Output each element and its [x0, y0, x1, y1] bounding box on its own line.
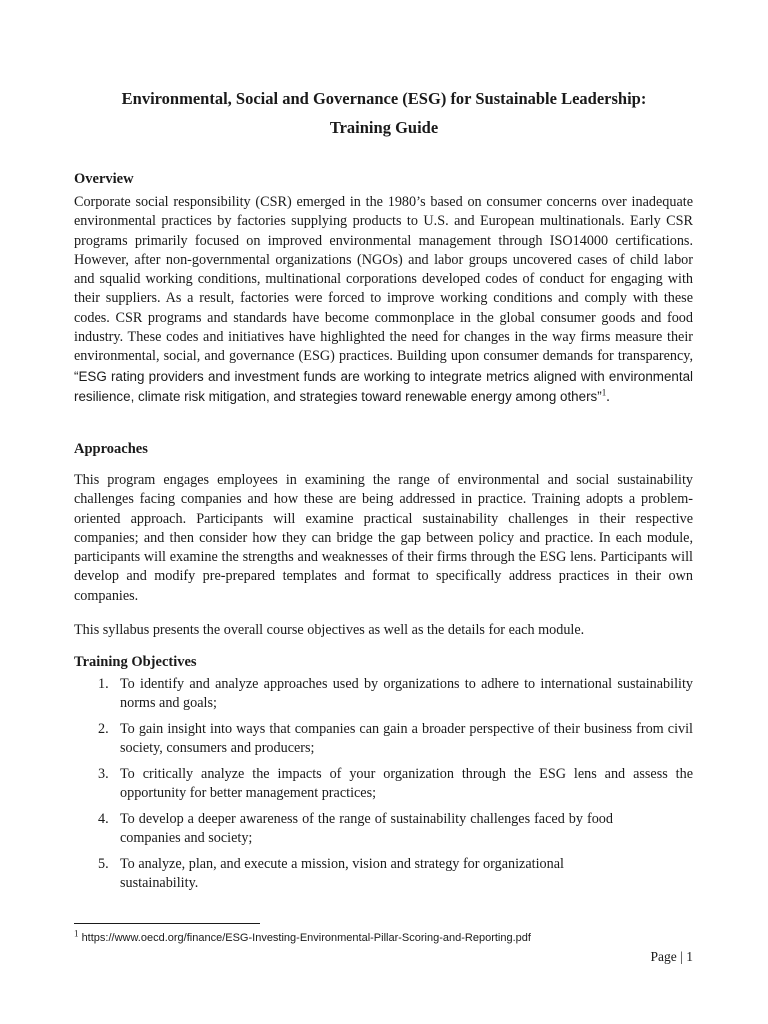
footnote-reference[interactable]: 1	[601, 387, 607, 398]
objective-item	[74, 810, 693, 848]
objective-number: 4.	[98, 811, 109, 827]
objective-item	[74, 675, 693, 713]
objectives-list	[74, 675, 693, 900]
footnote-url[interactable]: https://www.oecd.org/finance/ESG-Investing-Environmental-Pillar-Scoring-and-Reporting.pdf	[81, 932, 531, 944]
objective-number: 3.	[98, 766, 109, 782]
objective-item	[74, 855, 693, 893]
overview-quote: “ESG rating providers and investment funds are working to integrate metrics aligned with environmental resilience, climate risk mitigation, and strategies toward renewable energy among others”	[74, 368, 693, 404]
document-title-line-1: Environmental, Social and Governance (ESG) for Sustainable Leadership:	[121, 89, 647, 108]
approaches-heading: Approaches	[74, 441, 148, 457]
objective-text: To develop a deeper awareness of the range of sustainability challenges faced by food companies and society;	[120, 811, 613, 846]
footnote-marker: 1	[74, 928, 79, 939]
page-number: Page | 1	[650, 949, 693, 964]
objective-text: To identify and analyze approaches used by organizations to adhere to international sustainability norms and goals;	[120, 676, 693, 711]
overview-text: Corporate social responsibility (CSR) emerged in the 1980’s based on consumer concerns over inadequate environmental practices by factories supplying products to U.S. and European multinationals. Early CSR programs primarily focused on improved environmental management through ISO14000 certifications. However, after non-governmental organizations (NGOs) and labor groups uncovered cases of child labor and squalid working conditions, multinational corporations developed codes of conduct for engaging with their suppliers. As a result, factories were forced to improve working conditions and comply with these codes. CSR programs and standards have become commonplace in the global consumer goods and food industry. These codes and initiatives have highlighted the need for changes in the way firms measure their environmental, social, and governance (ESG) practices. Building upon consumer demands for transparency,	[74, 194, 693, 365]
approaches-paragraph-1: This program engages employees in examining the range of environmental and social sustainability challenges facing companies and how these are being addressed in practice. Training adopts a problem-oriented approach. Participants will examine practical sustainability challenges in their respective companies; and then consider how they can bridge the gap between policy and practice. In each module, participants will examine the strengths and weaknesses of their firms through the ESG lens. Participants will develop and modify pre-prepared templates and format to specifically address practices in their own companies.	[74, 472, 693, 604]
objective-item	[74, 720, 693, 758]
approaches-paragraph-2: This syllabus presents the overall course objectives as well as the details for each module.	[74, 622, 585, 638]
objective-item	[74, 765, 693, 803]
overview-paragraph	[74, 193, 693, 407]
footnote-separator	[74, 923, 260, 924]
document-title-line-2: Training Guide	[329, 118, 439, 137]
objective-text: To analyze, plan, and execute a mission, vision and strategy for organizational sustainability.	[120, 856, 564, 891]
footnote	[74, 928, 531, 945]
overview-end: .	[606, 388, 610, 405]
objective-number: 2.	[98, 721, 109, 737]
overview-heading: Overview	[74, 171, 134, 187]
objective-text: To gain insight into ways that companies can gain a broader perspective of their business from civil society, consumers and producers;	[120, 721, 693, 756]
objective-number: 1.	[98, 676, 109, 692]
training-objectives-heading: Training Objectives	[74, 654, 197, 670]
objective-number: 5.	[98, 856, 109, 872]
objective-text: To critically analyze the impacts of your organization through the ESG lens and assess the opportunity for better management practices;	[120, 766, 693, 801]
